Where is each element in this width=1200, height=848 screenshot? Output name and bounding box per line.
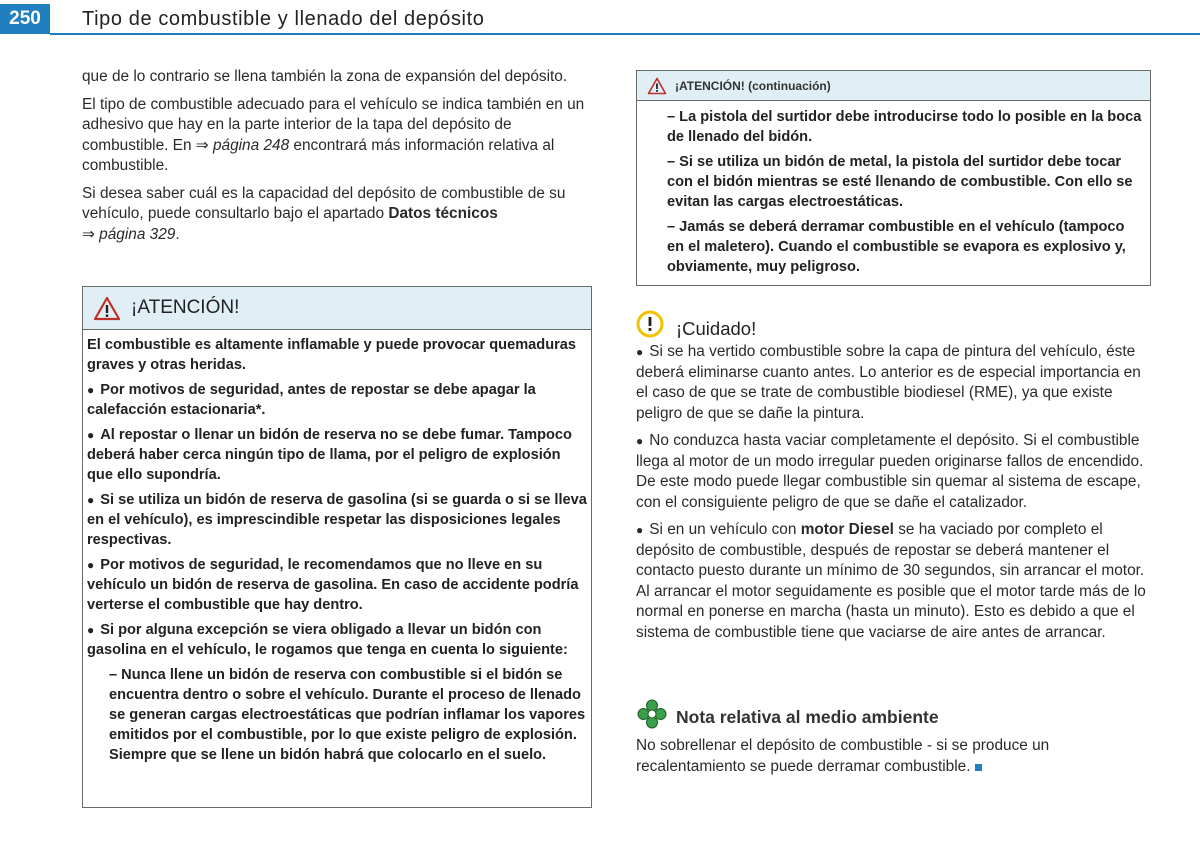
paragraph: que de lo contrario se llena también la zona de expansión del depósito. (82, 68, 568, 85)
warning-bullet: ● Por motivos de seguridad, le recomendamos que no lleve en su vehículo un bidón de reserva de gasolina. En caso de accidente podría verterse el combustible que hay dentro. (87, 557, 579, 613)
warning-item: – La pistola del surtidor debe introducirse todo lo posible en la boca de llenado del bidón. (667, 109, 1142, 145)
caution-bullet: ● Si se ha vertido combustible sobre la capa de pintura del vehículo, éste deberá eliminarse cuanto antes. Lo anterior es de especial importancia en el caso de que se trate de combustible biodiesel (RME), ya que existe peligro de que se dañe la pintura. (636, 343, 1141, 422)
warning-triangle-icon (647, 77, 667, 95)
page-reference-link[interactable]: ⇒ página 329 (82, 225, 176, 243)
warning-box (82, 286, 592, 808)
warning-item: – Jamás se deberá derramar combustible en el vehículo (tampoco en el maletero). Cuando el combustible se evapora es explosivo y, obviamente, muy peligroso. (667, 219, 1126, 275)
text: Por motivos de seguridad, antes de repostar se debe apagar la calefacción estacionaria*. (87, 382, 536, 418)
caution-bullet: ● Si en un vehículo con motor Diesel se ha vaciado por completo el depósito de combustible, después de repostar se deberá mantener el contacto puesto durante un mínimo de 30 segundos, sin arrancar el motor. Al arrancar el motor seguidamente es posible que el motor tarde más de lo normal en ponerse en marcha (hasta un minuto). Esto es debido a que el sistema de combustible tiene que vaciarse de aire antes de arrancar. (636, 521, 1146, 641)
paragraph (82, 95, 592, 177)
text: se ha vaciado por completo el depósito de combustible, después de repostar se deberá mantener el contacto puesto durante un mínimo de 30 segundos, sin arrancar el motor. Al arrancar el motor seguidamente es posible que el motor tarde más de lo normal en ponerse en marcha (hasta un minuto). Esto es debido a que el sistema de combustible tiene que vaciarse de aire antes de arrancar. (636, 521, 1146, 641)
caution-bullet: ● No conduzca hasta vaciar completamente el depósito. Si el combustible llega al motor de un modo irregular pueden originarse fallos de encendido. De este modo puede llegar combustible sin quemar al sistema de escape, con el consiguiente peligro de que se dañe el catalizador. (636, 432, 1144, 511)
warning-bullet: ● Si por alguna excepción se viera obligado a llevar un bidón con gasolina en el vehículo, le rogamos que tenga en cuenta lo siguiente: (87, 622, 568, 658)
warning-continuation-title: ¡ATENCIÓN! (continuación) (675, 78, 831, 93)
text: encontrará más información relativa al combustible. (82, 136, 555, 174)
warning-bullet: ● Por motivos de seguridad, antes de repostar se debe apagar la calefacción estacionaria*. (87, 382, 536, 418)
warning-continuation-body (637, 101, 1150, 277)
caution-heading (636, 308, 756, 340)
caution-title: ¡Cuidado! (676, 318, 757, 339)
flower-icon (636, 698, 668, 730)
caution-exclamation-icon (636, 310, 664, 338)
warning-title: ¡ATENCIÓN! (131, 297, 240, 318)
warning-subitem: – Nunca llene un bidón de reserva con combustible si el bidón se encuentra dentro o sobre el vehículo. Durante el proceso de llenado se generan cargas electroestáticas que podrían inflamar los vapores emitidos por el combustible, por lo que existe peligro de explosión. Siempre que se llene un bidón habrá que colocarlo en el suelo. (109, 667, 586, 763)
page-number: 250 (0, 4, 50, 34)
warning-continuation-header (637, 71, 1150, 101)
text: Si se ha vertido combustible sobre la capa de pintura del vehículo, éste deberá eliminarse cuanto antes. Lo anterior es de especial importancia en el caso de que se trate de combustible biodiesel (RME), ya que existe peligro de que se dañe la pintura. (636, 343, 1141, 422)
end-of-section-marker (975, 764, 982, 771)
warning-intro: El combustible es altamente inflamable y puede provocar quemaduras graves y otras heridas. (87, 337, 577, 373)
text: . (175, 225, 180, 243)
warning-bullet: ● Si se utiliza un bidón de reserva de gasolina (si se guarda o si se lleva en el vehículo), es imprescindible respetar las disposiciones legales respectivas. (87, 492, 587, 548)
page-title: Tipo de combustible y llenado del depósito (82, 8, 485, 30)
text: Al repostar o llenar un bidón de reserva no se debe fumar. Tampoco deberá haber cerca ningún tipo de llama, por el peligro de explosión que ello supondría. (87, 427, 572, 483)
text: No sobrellenar el depósito de combustible - si se produce un recalentamiento se puede derramar combustible. (636, 737, 1050, 775)
text: El tipo de combustible adecuado para el vehículo se indica también en un adhesivo que hay en la parte interior de la tapa del depósito de combustible. En (82, 95, 585, 154)
text: Si por alguna excepción se viera obligado a llevar un bidón con gasolina en el vehículo, le rogamos que tenga en cuenta lo siguiente: (87, 622, 568, 658)
header-rule (50, 33, 1200, 35)
warning-bullet: ● Al repostar o llenar un bidón de reserva no se debe fumar. Tampoco deberá haber cerca ningún tipo de llama, por el peligro de explosión que ello supondría. (87, 427, 572, 483)
warning-body (83, 330, 591, 765)
warning-header (83, 287, 591, 330)
text: Si se utiliza un bidón de reserva de gasolina (si se guarda o si se lleva en el vehículo), es imprescindible respetar las disposiciones legales respectivas. (87, 492, 587, 548)
environment-body (636, 736, 1148, 784)
warning-continuation-box (636, 70, 1151, 286)
text: Si en un vehículo con (649, 521, 801, 538)
page-header (0, 0, 1200, 36)
text: Si desea saber cuál es la capacidad del depósito de combustible de su vehículo, puede consultarlo bajo el apartado (82, 184, 566, 222)
text: Por motivos de seguridad, le recomendamos que no lleve en su vehículo un bidón de reserva de gasolina. En caso de accidente podría verterse el combustible que hay dentro. (87, 557, 579, 613)
bold-term: motor Diesel (800, 521, 894, 538)
warning-item: – Si se utiliza un bidón de metal, la pistola del surtidor debe tocar con el bidón mientras se esté llenando de combustible. Con ello se evitan las cargas electroestáticas. (667, 154, 1133, 210)
caution-body (636, 342, 1148, 650)
paragraph (82, 184, 592, 246)
environment-text (636, 736, 1148, 777)
environment-title: Nota relativa al medio ambiente (676, 706, 939, 727)
bold-term: Datos técnicos (388, 205, 498, 222)
page-reference-link[interactable]: ⇒ página 248 (195, 136, 290, 154)
left-column (82, 67, 592, 252)
warning-triangle-icon (93, 296, 121, 321)
environment-heading (636, 698, 939, 730)
text: No conduzca hasta vaciar completamente el depósito. Si el combustible llega al motor de un modo irregular pueden originarse fallos de encendido. De este modo puede llegar combustible sin quemar al sistema de escape, con el consiguiente peligro de que se dañe el catalizador. (636, 432, 1144, 511)
